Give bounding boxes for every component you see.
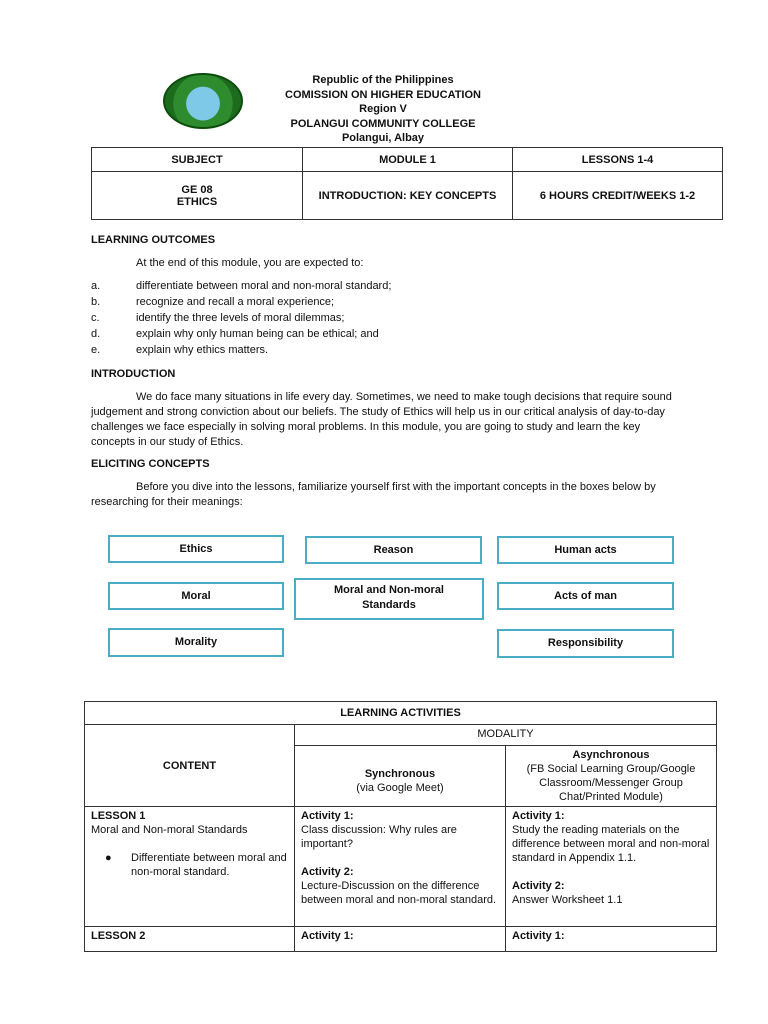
concept-box-morality: Morality xyxy=(108,628,284,657)
concept-box-standards: Moral and Non-moral Standards xyxy=(294,578,484,620)
item-text: explain why ethics matters. xyxy=(136,344,269,356)
activity-text: Class discussion: Why rules are important? xyxy=(301,824,457,850)
header-line: COMISSION ON HIGHER EDUCATION xyxy=(285,88,481,101)
sync-header xyxy=(295,746,506,807)
module-cell: INTRODUCTION: KEY CONCEPTS xyxy=(303,172,513,220)
async-sub: (FB Social Learning Group/Google Classroom/Messenger Group Chat/Printed Module) xyxy=(526,763,696,803)
content-header: CONTENT xyxy=(85,725,295,807)
lessons-cell: 6 HOURS CREDIT/WEEKS 1-2 xyxy=(513,172,723,220)
activity-label: Activity 1: xyxy=(301,810,354,822)
lessons-header: LESSONS 1-4 xyxy=(513,148,723,172)
item-letter: a. xyxy=(91,280,101,292)
modality-header: MODALITY xyxy=(295,725,717,746)
lesson-title: LESSON 1 xyxy=(91,810,146,822)
bullet-icon: ● xyxy=(105,852,112,864)
item-letter: b. xyxy=(91,296,101,308)
subject-name: ETHICS xyxy=(176,195,218,208)
item-letter: d. xyxy=(91,328,101,340)
outcomes-intro: At the end of this module, you are expected to: xyxy=(136,257,364,269)
lesson2-async: Activity 1: xyxy=(506,927,717,952)
eliciting-text: Before you dive into the lessons, familiarize yourself first with the important concepts in the boxes below by researching for their meanings: xyxy=(91,481,656,508)
concept-box-reason: Reason xyxy=(305,536,482,564)
subject-cell xyxy=(92,172,303,220)
lesson-bullet xyxy=(91,851,288,879)
concept-box-acts-of-man: Acts of man xyxy=(497,582,674,610)
introduction-heading: INTRODUCTION xyxy=(91,368,176,380)
lesson1-content xyxy=(85,807,295,927)
activity-label: Activity 2: xyxy=(512,880,565,892)
introduction-text: We do face many situations in life every day. Sometimes, we need to make tough decisions that require sound judgement and strong conviction about our beliefs. The study of Ethics will help us in our critical analysis of day-to-day challenges we face especially in solving moral problems. In this module, you are going to study and learn the key concepts in our study of Ethics. xyxy=(91,391,672,448)
activity-text: Lecture-Discussion on the difference between moral and non-moral standard. xyxy=(301,880,497,906)
outcomes-list xyxy=(91,278,391,358)
module-header: MODULE 1 xyxy=(303,148,513,172)
document-header xyxy=(200,73,566,146)
header-line: POLANGUI COMMUNITY COLLEGE xyxy=(290,117,476,130)
list-item xyxy=(91,310,391,326)
concept-box-moral: Moral xyxy=(108,582,284,610)
info-table xyxy=(91,147,723,220)
activity-text: Answer Worksheet 1.1 xyxy=(512,894,623,906)
eliciting-heading: ELICITING CONCEPTS xyxy=(91,458,210,470)
list-item xyxy=(91,278,391,294)
concept-box-responsibility: Responsibility xyxy=(497,629,674,658)
async-title: Asynchronous xyxy=(572,749,650,761)
learning-activities-table xyxy=(84,701,717,952)
item-text: differentiate between moral and non-moral standard; xyxy=(136,280,392,292)
lesson2-sync: Activity 1: xyxy=(295,927,506,952)
activity-label: Activity 1: xyxy=(512,810,565,822)
item-letter: c. xyxy=(91,312,100,324)
concept-box-ethics: Ethics xyxy=(108,535,284,563)
header-line: Region V xyxy=(359,103,407,115)
item-letter: e. xyxy=(91,344,101,356)
header-line: Republic of the Philippines xyxy=(312,74,454,86)
async-header xyxy=(506,746,717,807)
item-text: recognize and recall a moral experience; xyxy=(136,296,335,308)
lesson2-content: LESSON 2 xyxy=(85,927,295,952)
item-text: explain why only human being can be ethical; and xyxy=(136,328,379,340)
activity-text: Study the reading materials on the difference between moral and non-moral standard in Appendix 1.1. xyxy=(512,824,710,864)
subject-code: GE 08 xyxy=(181,183,213,196)
item-text: identify the three levels of moral dilemmas; xyxy=(136,312,345,324)
lesson-name: Moral and Non-moral Standards xyxy=(91,824,248,836)
lesson1-async xyxy=(506,807,717,927)
sync-title: Synchronous xyxy=(364,768,436,780)
list-item xyxy=(91,342,391,358)
learning-outcomes-heading: LEARNING OUTCOMES xyxy=(91,234,216,246)
list-item xyxy=(91,326,391,342)
header-line: Polangui, Albay xyxy=(341,132,425,144)
sync-sub: (via Google Meet) xyxy=(356,782,444,794)
concept-box-human-acts: Human acts xyxy=(497,536,674,564)
lesson1-sync xyxy=(295,807,506,927)
bullet-text: Differentiate between moral and non-moral standard. xyxy=(131,852,287,878)
subject-header: SUBJECT xyxy=(92,148,303,172)
activities-title: LEARNING ACTIVITIES xyxy=(85,702,717,725)
activity-label: Activity 2: xyxy=(301,866,354,878)
list-item xyxy=(91,294,391,310)
